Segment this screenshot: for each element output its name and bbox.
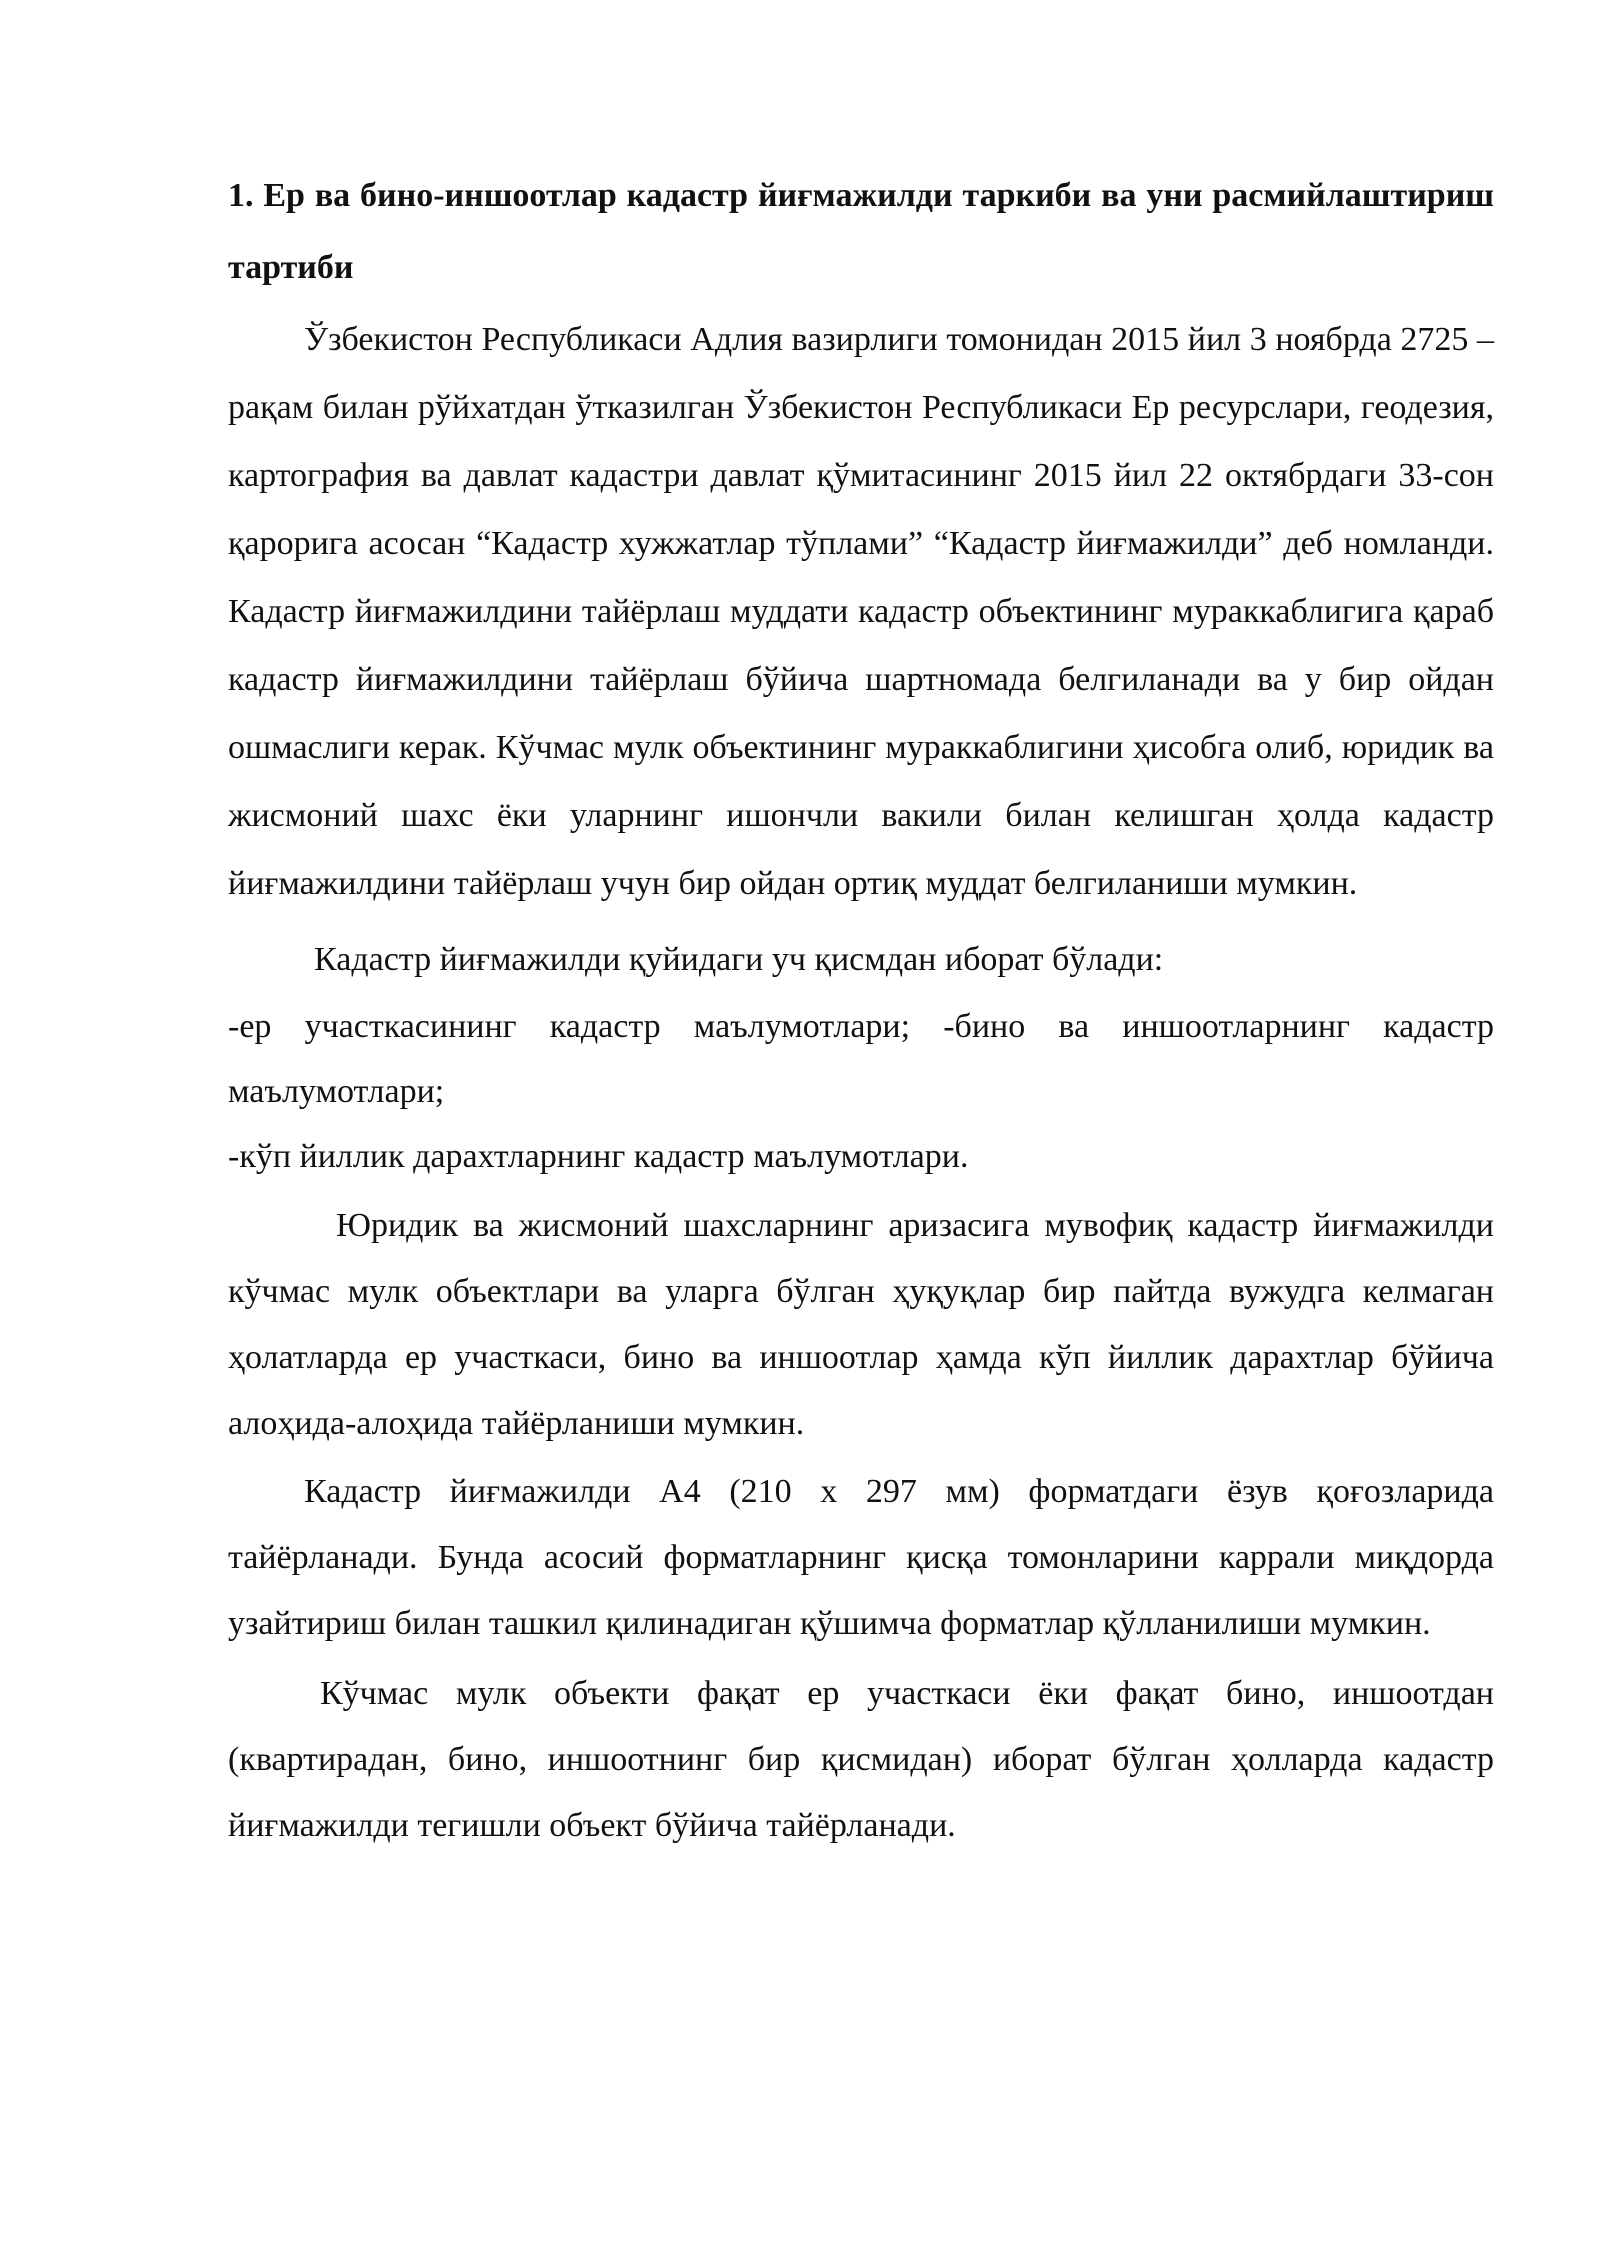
paragraph-object-type: Кўчмас мулк объекти фақат ер участкаси ёки фақат бино, иншоотдан (квартирадан, бино, иншоотнинг бир қисмидан) иборат бўлган ҳолларда кадастр йиғмажилди тегишли объект бўйича тайёрланади. <box>228 1675 1494 1844</box>
list-item-land-and-buildings: -ер участкасининг кадастр маълумотлари; -бино ва иншоотларнинг кадастр маълумотлари; <box>228 1008 1494 1110</box>
paragraph-format: Кадастр йиғмажилди А4 (210 х 297 мм) форматдаги ёзув қоғозларида тайёрланади. Бунда асосий форматларнинг қисқа томонларини каррали миқдорда узайтириш билан ташкил қилинадиган қўшимча форматлар қўлланилиши мумкин. <box>228 1473 1494 1642</box>
paragraph-legal-basis: Ўзбекистон Республикаси Адлия вазирлиги томонидан 2015 йил 3 ноябрда 2725 – рақам билан рўйхатдан ўтказилган Ўзбекистон Республикаси Ер ресурслари, геодезия, картография ва давлат кадастри давлат қўмитасининг 2015 йил 22 октябрдаги 33-сон қарорига асосан “Кадастр хужжатлар тўплами” “Кадастр йиғмажилди” деб номланди. Кадастр йиғмажилдини тайёрлаш муддати кадастр объектининг мураккаблигига қараб кадастр йиғмажилдини тайёрлаш бўйича шартномада белгиланади ва у бир ойдан ошмаслиги керак. Кўчмас мулк объектининг мураккаблигини ҳисобга олиб, юридик ва жисмоний шахс ёки уларнинг ишончли вакили билан келишган ҳолда кадастр йиғмажилдини тайёрлаш учун бир ойдан ортиқ муддат белгиланиши мумкин. <box>228 321 1494 902</box>
list-item-perennial-trees: -кўп йиллик дарахтларнинг кадастр маълумотлари. <box>228 1138 969 1175</box>
paragraph-parts-intro: Кадастр йиғмажилди қуйидаги уч қисмдан иборат бўлади: <box>314 941 1164 978</box>
paragraph-separate-preparation: Юридик ва жисмоний шахсларнинг аризасига мувофиқ кадастр йиғмажилди кўчмас мулк объектлари ва уларга бўлган ҳуқуқлар бир пайтда вужудга келмаган ҳолатларда ер участкаси, бино ва иншоотлар ҳамда кўп йиллик дарахтлар бўйича алоҳида-алоҳида тайёрланиши мумкин. <box>228 1207 1494 1442</box>
section-heading: 1. Ер ва бино-иншоотлар кадастр йиғмажилди таркиби ва уни расмийлаштириш тартиби <box>228 177 1494 286</box>
document-body <box>228 160 1494 1859</box>
